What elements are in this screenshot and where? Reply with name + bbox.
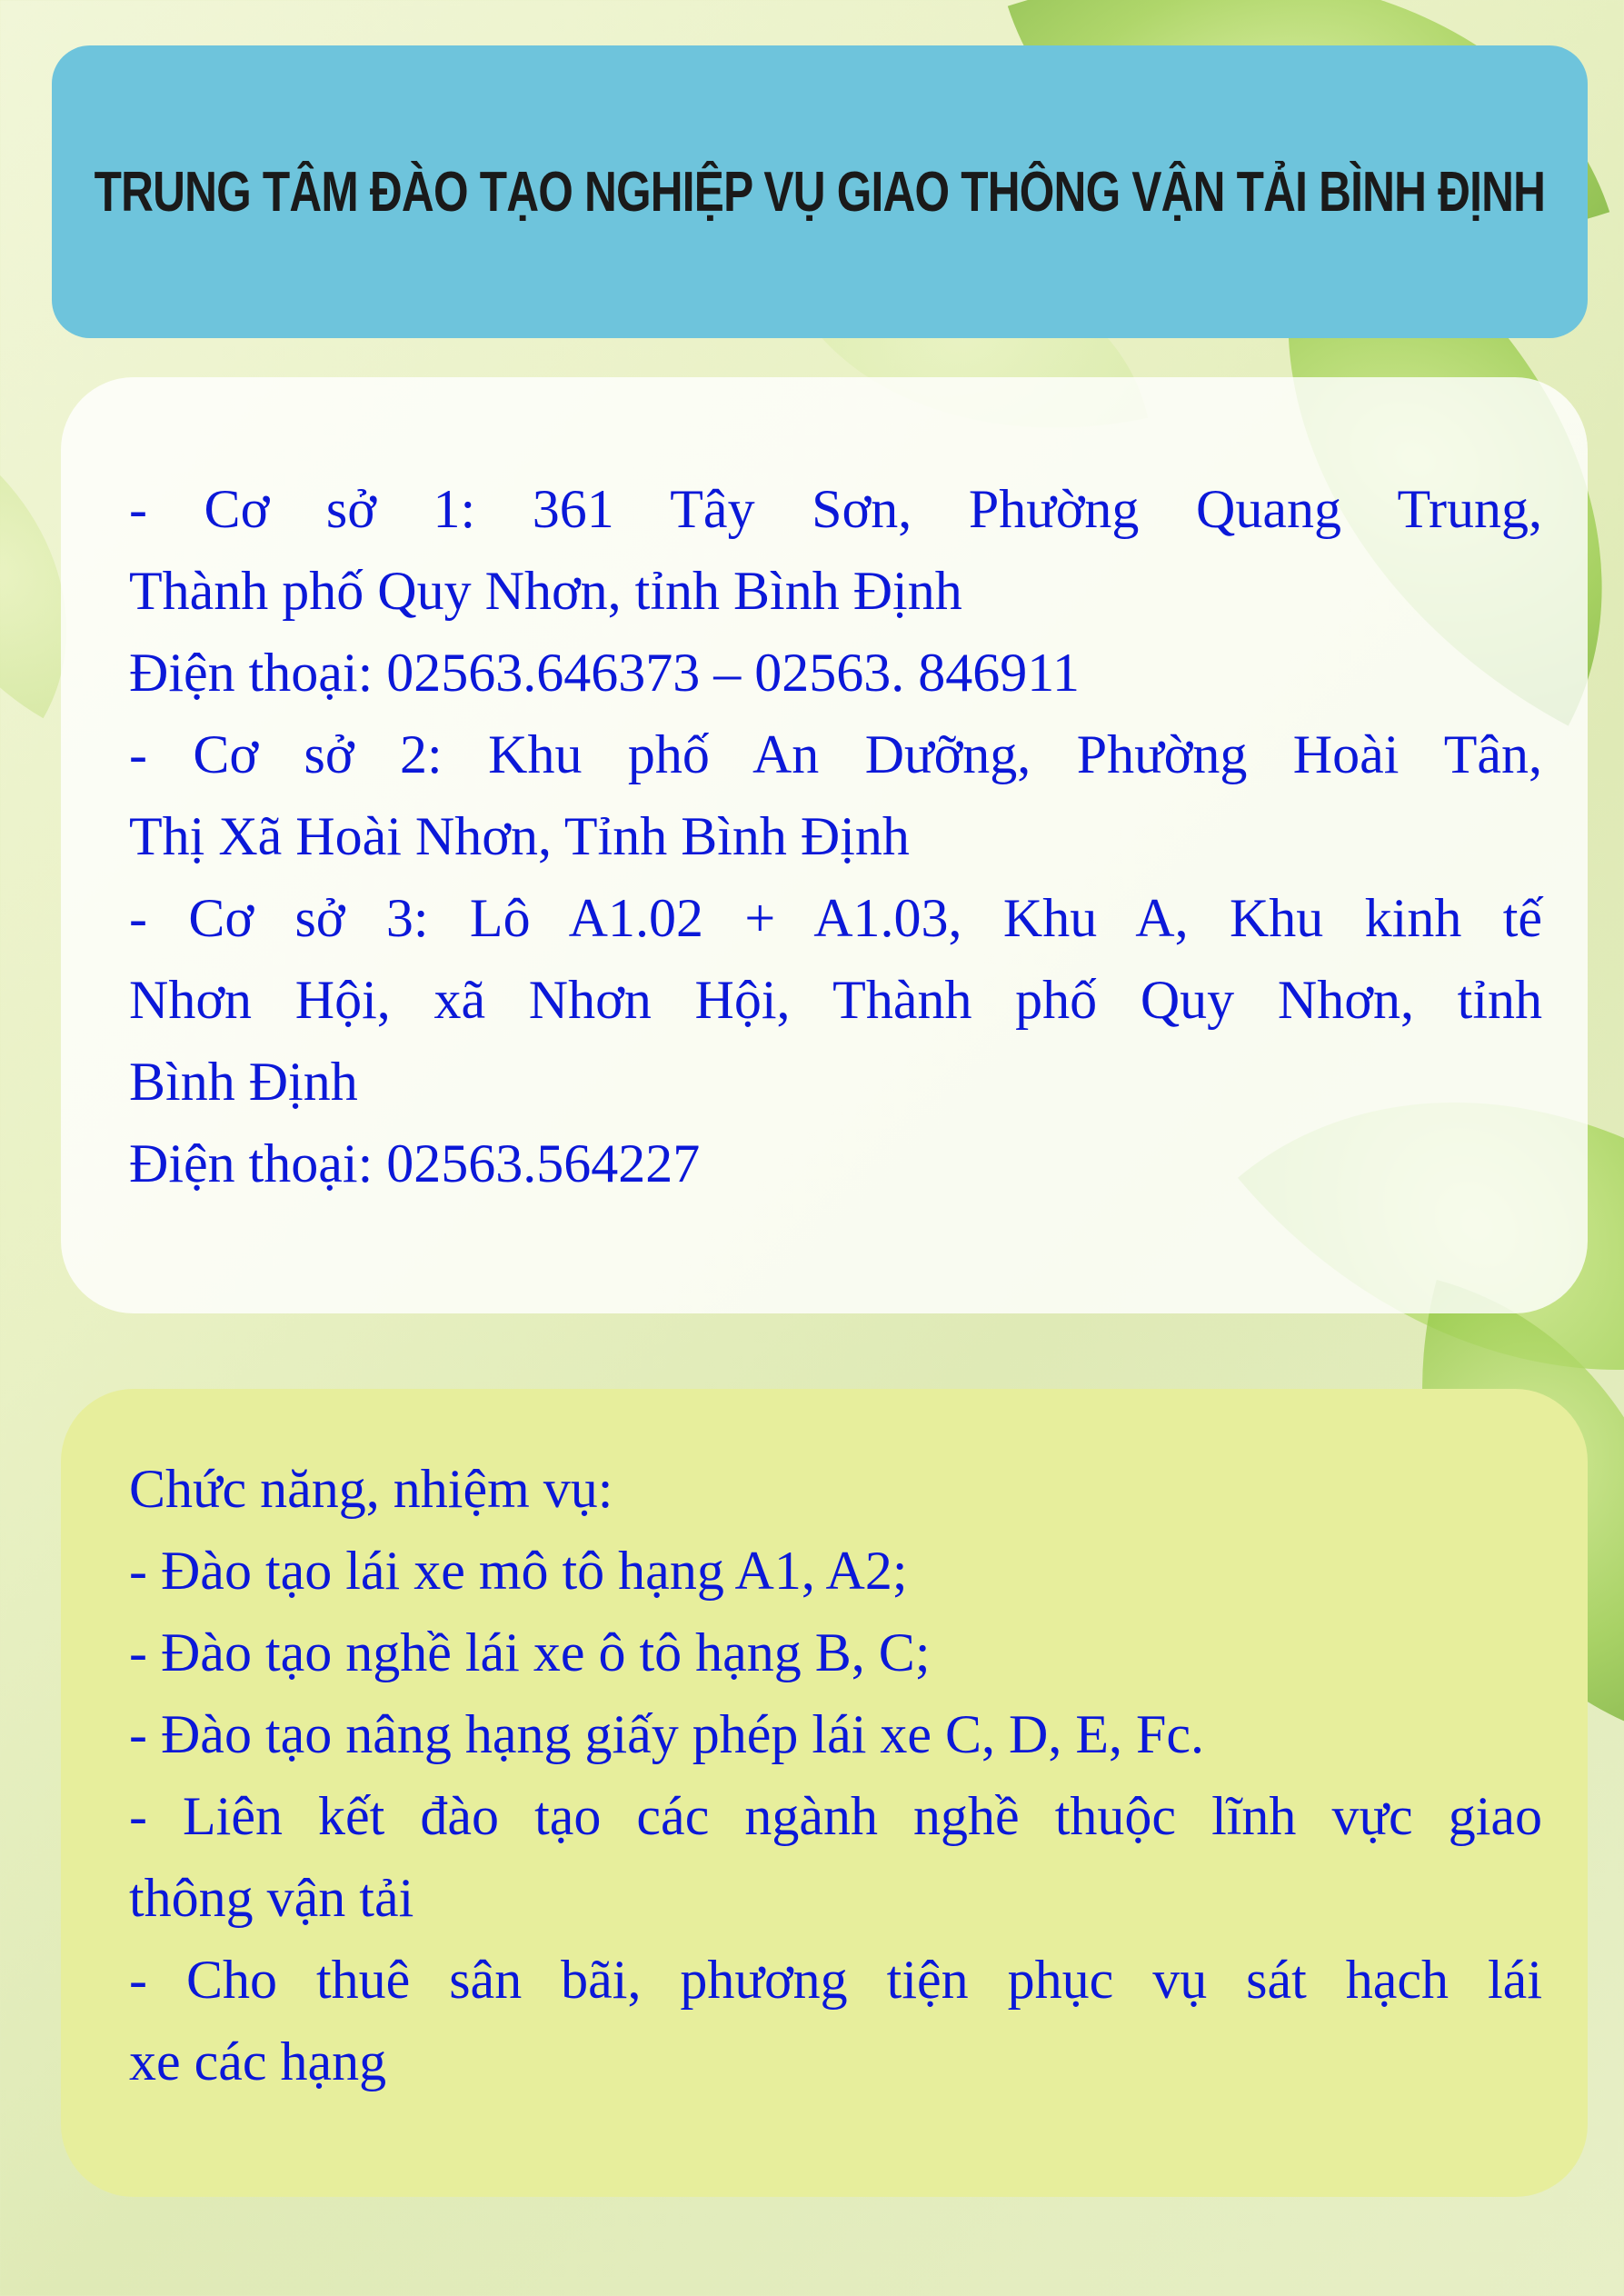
address-line: - Cơ sở 2: Khu phố An Dưỡng, Phường Hoài Tân, [129, 724, 1542, 784]
function-item: xe các hạng [129, 2031, 387, 2091]
function-item: - Cho thuê sân bãi, phương tiện phục vụ sát hạch lái [129, 1950, 1542, 2010]
phone-line: Điện thoại: 02563.564227 [129, 1133, 701, 1193]
functions-panel [61, 1389, 1588, 2197]
function-item: - Liên kết đào tạo các ngành nghề thuộc lĩnh vực giao [129, 1786, 1542, 1846]
address-line: Thành phố Quy Nhơn, tỉnh Bình Định [129, 561, 962, 621]
function-item: thông vận tải [129, 1868, 414, 1928]
function-item: - Đào tạo lái xe mô tô hạng A1, A2; [129, 1541, 908, 1601]
address-line: Thị Xã Hoài Nhơn, Tỉnh Bình Định [129, 806, 910, 866]
function-item: - Đào tạo nghề lái xe ô tô hạng B, C; [129, 1622, 931, 1682]
page-title: TRUNG TÂM ĐÀO TẠO NGHIỆP VỤ GIAO THÔNG VẬN TẢI BÌNH ĐỊNH [94, 160, 1546, 224]
address-line: - Cơ sở 3: Lô A1.02 + A1.03, Khu A, Khu kinh tế [129, 888, 1542, 948]
phone-line: Điện thoại: 02563.646373 – 02563. 846911 [129, 643, 1081, 703]
functions-heading: Chức năng, nhiệm vụ: [129, 1459, 613, 1519]
address-line: Bình Định [129, 1052, 358, 1112]
header-banner [52, 45, 1588, 338]
address-line: Nhơn Hội, xã Nhơn Hội, Thành phố Quy Nhơn, tỉnh [129, 970, 1542, 1030]
function-item: - Đào tạo nâng hạng giấy phép lái xe C, D, E, Fc. [129, 1704, 1205, 1764]
address-panel [61, 377, 1588, 1313]
address-line: - Cơ sở 1: 361 Tây Sơn, Phường Quang Trung, [129, 479, 1542, 539]
